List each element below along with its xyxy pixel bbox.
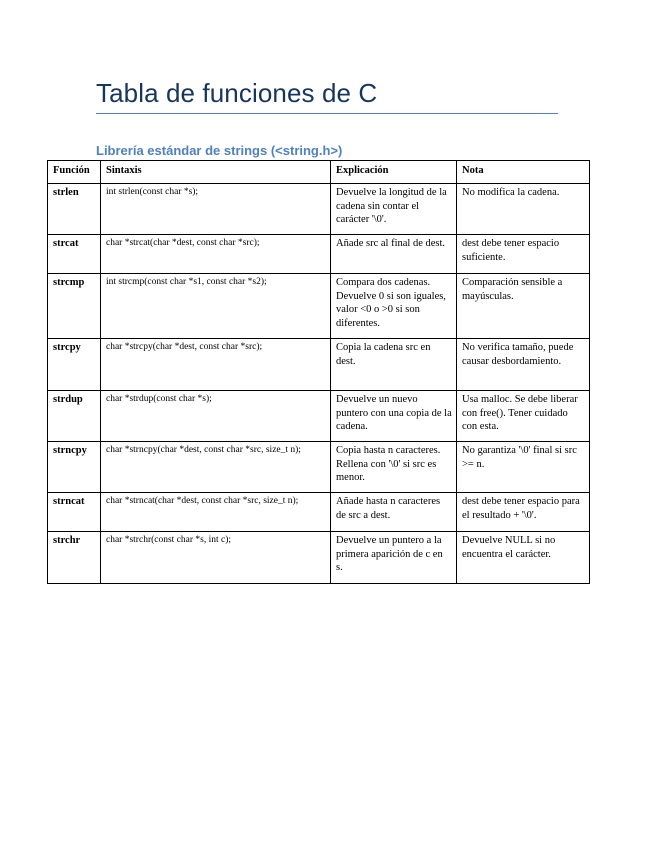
header-sintaxis: Sintaxis [101, 161, 331, 184]
cell-sintaxis: char *strchr(const char *s, int c); [101, 532, 331, 584]
header-explicacion: Explicación [331, 161, 457, 184]
table-header-row [48, 161, 590, 184]
cell-sintaxis: int strlen(const char *s); [101, 184, 331, 235]
cell-explicacion: Compara dos cadenas. Devuelve 0 si son iguales, valor <0 o >0 si son diferentes. [331, 274, 457, 339]
cell-explicacion: Añade src al final de dest. [331, 235, 457, 274]
cell-explicacion: Copia hasta n caracteres. Rellena con '\0' si src es menor. [331, 442, 457, 493]
table-row [48, 235, 590, 274]
cell-nota: No verifica tamaño, puede causar desbordamiento. [457, 339, 590, 391]
cell-explicacion: Copia la cadena src en dest. [331, 339, 457, 391]
cell-sintaxis: char *strcpy(char *dest, const char *src); [101, 339, 331, 391]
table-row [48, 532, 590, 584]
cell-funcion: strcat [48, 235, 101, 274]
cell-funcion: strlen [48, 184, 101, 235]
cell-nota: Devuelve NULL si no encuentra el carácter. [457, 532, 590, 584]
table-row [48, 493, 590, 532]
cell-funcion: strncpy [48, 442, 101, 493]
header-nota: Nota [457, 161, 590, 184]
cell-funcion: strcmp [48, 274, 101, 339]
section-heading: Librería estándar de strings (<string.h>) [96, 143, 343, 158]
cell-explicacion: Añade hasta n caracteres de src a dest. [331, 493, 457, 532]
cell-funcion: strchr [48, 532, 101, 584]
header-funcion: Función [48, 161, 101, 184]
cell-nota: No modifica la cadena. [457, 184, 590, 235]
page-title: Tabla de funciones de C [96, 78, 378, 108]
cell-funcion: strdup [48, 391, 101, 442]
cell-sintaxis: char *strcat(char *dest, const char *src); [101, 235, 331, 274]
cell-funcion: strcpy [48, 339, 101, 391]
cell-nota: No garantiza '\0' final si src >= n. [457, 442, 590, 493]
cell-nota: Usa malloc. Se debe liberar con free(). Tener cuidado con esta. [457, 391, 590, 442]
table-row [48, 274, 590, 339]
cell-explicacion: Devuelve la longitud de la cadena sin contar el carácter '\0'. [331, 184, 457, 235]
cell-sintaxis: char *strncat(char *dest, const char *src, size_t n); [101, 493, 331, 532]
cell-nota: dest debe tener espacio para el resultado + '\0'. [457, 493, 590, 532]
table-row [48, 184, 590, 235]
cell-sintaxis: char *strncpy(char *dest, const char *src, size_t n); [101, 442, 331, 493]
cell-sintaxis: char *strdup(const char *s); [101, 391, 331, 442]
table-row [48, 442, 590, 493]
table-row [48, 391, 590, 442]
cell-funcion: strncat [48, 493, 101, 532]
cell-nota: dest debe tener espacio suficiente. [457, 235, 590, 274]
cell-explicacion: Devuelve un puntero a la primera aparición de c en s. [331, 532, 457, 584]
functions-table [47, 160, 590, 584]
cell-nota: Comparación sensible a mayúsculas. [457, 274, 590, 339]
table-row [48, 339, 590, 391]
cell-explicacion: Devuelve un nuevo puntero con una copia de la cadena. [331, 391, 457, 442]
cell-sintaxis: int strcmp(const char *s1, const char *s2); [101, 274, 331, 339]
title-underline [96, 113, 558, 114]
